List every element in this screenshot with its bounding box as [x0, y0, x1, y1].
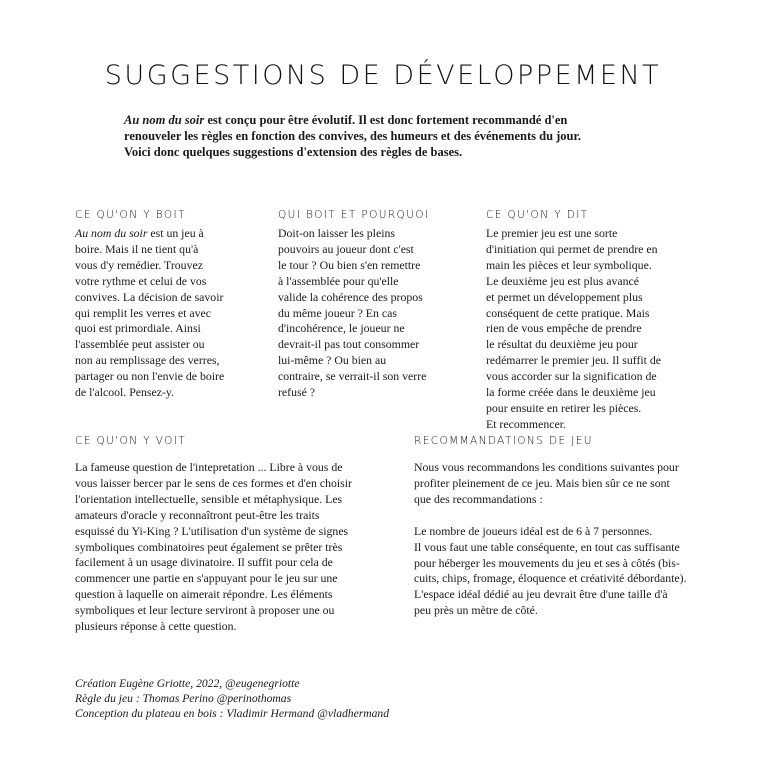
body-line: symboliques combinatoires peut également se prêter très [75, 539, 343, 554]
body-line: convives. La décision de savoir [75, 289, 224, 304]
body-line: Nous vous recommandons les conditions suivantes pour [414, 460, 679, 474]
intro-paragraph [124, 112, 644, 160]
body-line: votre rythme et celui de vos [75, 273, 207, 288]
body-line: rien de vous empêche de prendre [486, 321, 642, 336]
body-line: à l'assemblée pour qu'elle [278, 273, 399, 288]
body-line: Le premier jeu est une sorte [486, 226, 618, 240]
body-line: l'orientation intellectuelle, sensible et métaphysique. Les [75, 491, 343, 506]
body-line: symboliques et leur lecture serviront à proposer une ou [75, 603, 335, 618]
body-line: qui remplit les verres et avec [75, 305, 211, 320]
body-line: l'assemblée peut assister ou [75, 337, 205, 352]
body-line: devrait-il pas tout consommer [278, 337, 420, 352]
body-line: Le deuxième jeu est plus avancé [486, 273, 639, 288]
body-line: boire. Mais il ne tient qu'à [75, 241, 199, 256]
game-name: Au nom du soir [75, 226, 148, 240]
body-line: Et recommencer. [486, 416, 566, 431]
body-text: est un jeu à [147, 226, 204, 240]
body-line: amateurs d'oracle y reconnaîtront peut-être les traits [75, 507, 320, 522]
section-ce-quon-y-dit [486, 226, 661, 433]
credit-board: Conception du plateau en bois : Vladimir Hermand @vladhermand [75, 707, 389, 720]
heading-ce-quon-y-boit: CE QU'ON Y BOIT [75, 209, 186, 221]
body-line: partager ou non l'envie de boire [75, 369, 225, 384]
body-line: profiter pleinement de ce jeu. Mais bien sûr ce ne sont [414, 475, 670, 490]
credits [75, 676, 389, 721]
body-line: conséquent de cette pratique. Mais [486, 305, 650, 320]
body-line: Le nombre de joueurs idéal est de 6 à 7 personnes. [414, 523, 653, 538]
body-line: de l'alcool. Pensez-y. [75, 385, 174, 400]
body-line: esquissé du Yi-King ? L'utilisation d'un système de signes [75, 523, 349, 538]
intro-line-2: renouveler les règles en fonction des convives, des humeurs et des événements du jour. [124, 129, 582, 143]
body-line: d'initiation qui permet de prendre en [486, 241, 658, 256]
body-line: vous accorder sur la signification de [486, 369, 657, 384]
body-line: pour ensuite en retirer les pièces. [486, 400, 642, 415]
body-line: main les pièces et leur symbolique. [486, 257, 652, 272]
body-line: peu près un mètre de côté. [414, 603, 538, 618]
body-line: le tour ? Ou bien s'en remettre [278, 257, 421, 272]
body-line: et permet un développement plus [486, 289, 643, 304]
body-line: L'espace idéal dédié au jeu devrait être d'une taille d'à [414, 587, 668, 602]
body-line: redémarrer le premier jeu. Il suffit de [486, 353, 662, 368]
heading-qui-boit-et-pourquoi: QUI BOIT ET POURQUOI [278, 209, 430, 221]
body-line: du même joueur ? En cas [278, 305, 397, 320]
section-qui-boit-et-pourquoi [278, 226, 426, 401]
body-line: la forme créée dans le deuxième jeu [486, 385, 656, 400]
credit-rules: Règle du jeu : Thomas Perino @perinothomas [75, 692, 292, 705]
body-line: Il vous faut une table conséquente, en tout cas suffisante [414, 539, 680, 554]
paragraph-gap [414, 508, 687, 524]
body-line: pouvoirs au joueur dont c'est [278, 241, 414, 256]
body-line: contraire, se verrait-il son verre [278, 369, 427, 384]
body-line: plusieurs réponse à cette question. [75, 619, 237, 634]
body-line: question à laquelle on aimerait répondre. Les éléments [75, 587, 333, 602]
body-line [75, 226, 224, 242]
body-line: quoi est primordiale. Ainsi [75, 321, 201, 336]
heading-ce-quon-y-dit: CE QU'ON Y DIT [486, 209, 589, 221]
intro-line-3: Voici donc quelques suggestions d'extension des règles de bases. [124, 145, 463, 159]
body-line: cuits, chips, fromage, éloquence et créativité débordante). [414, 571, 687, 586]
intro-game-name: Au nom du soir [124, 113, 205, 127]
body-line: lui-même ? Ou bien au [278, 353, 387, 368]
body-line: Doit-on laisser les pleins [278, 226, 395, 240]
intro-line-1 [124, 113, 567, 127]
body-line: non au remplissage des verres, [75, 353, 220, 368]
body-line: vous laisser bercer par le sens de ces formes et d'en choisir [75, 475, 352, 490]
body-line: refusé ? [278, 385, 316, 400]
credit-creation: Création Eugène Griotte, 2022, @eugenegriotte [75, 677, 300, 690]
section-ce-quon-y-boit [75, 226, 224, 401]
body-line: commencer une partie en s'appuyant pour le jeu sur une [75, 571, 338, 586]
body-line: d'incohérence, le joueur ne [278, 321, 405, 336]
body-line: vous d'y remédier. Trouvez [75, 257, 203, 272]
section-recommandations-de-jeu [414, 460, 687, 619]
intro-line-1-text: est conçu pour être évolutif. Il est donc fortement recommandé d'en [204, 113, 568, 127]
body-line: La fameuse question de l'intepretation ... Libre à vous de [75, 460, 343, 474]
heading-recommandations-de-jeu: RECOMMANDATIONS DE JEU [414, 435, 593, 447]
heading-ce-quon-y-voit: CE QU'ON Y VOIT [75, 435, 187, 447]
section-ce-quon-y-voit [75, 460, 352, 635]
body-line: valide la cohérence des propos [278, 289, 423, 304]
body-line: facilement à un usage divinatoire. Il suffit pour cela de [75, 555, 333, 570]
body-line: pour héberger les mouvements du jeu et ses à côtés (bis- [414, 555, 680, 570]
body-line: que des recommandations : [414, 491, 543, 506]
body-line: le résultat du deuxième jeu pour [486, 337, 638, 352]
page-title: SUGGESTIONS DE DÉVELOPPEMENT [104, 60, 662, 91]
